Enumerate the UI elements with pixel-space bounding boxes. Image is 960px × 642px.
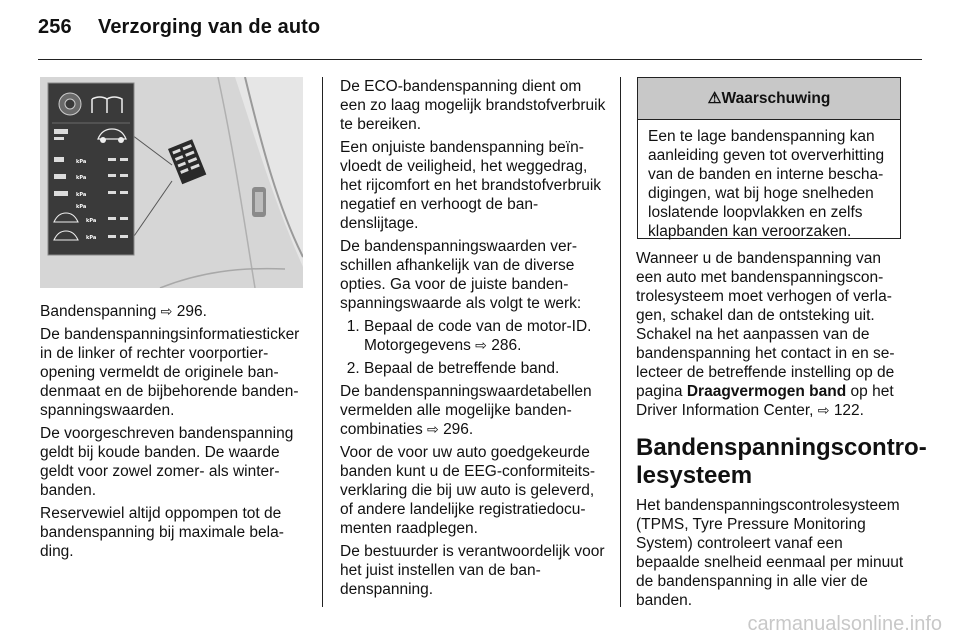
sticker-unit-label: kPa [76, 192, 87, 198]
menu-term: Draagvermogen band [686, 383, 847, 400]
page-reference[interactable]: 122. [833, 402, 864, 419]
section-heading: Bandenspanningscontrolesysteem [636, 434, 927, 489]
sticker-unit-label: kPa [76, 204, 87, 210]
paragraph: Het bandenspanningscontrolesysteem (TPMS, Tyre Pressure Monitoring System) controleert vanaf een bepaalde snelheid eenmaal per minuut de bandenspanning in alle vier de banden. [636, 497, 904, 609]
column-2 [340, 77, 608, 603]
warning-text: Een te lage bandenspanning kan aanleiding geven tot oververhitting van de banden en interne beschadigingen, wat bij hoge snelheden loslatende loopvlakken en zelfs klapbanden kan veroorzaken. [648, 128, 885, 240]
page-number: 256 [38, 16, 72, 38]
paragraph: De bandenspanningswaarden verschillen afhankelijk van de diverse opties. Ga voor de juiste bandenspanningswaarde als volgt te werk: [340, 238, 582, 312]
warning-header [638, 78, 900, 120]
paragraph: De bandenspanningsinformatiesticker in de linker of rechter voorportieropening vermeldt de originele bandenmaat en de bijbehorende bandenspanningswaarden. [40, 326, 300, 419]
column-divider [322, 77, 323, 607]
watermark: carmanualsonline.info [747, 613, 942, 635]
column-divider [620, 77, 621, 607]
paragraph: Voor de voor uw auto goedgekeurde banden kunt u de EEG-conformiteitsverklaring die bij uw auto is geleverd, of andere landelijke registratiedocumenten raadplegen. [340, 444, 596, 537]
paragraph: De bestuurder is verantwoordelijk voor het juist instellen van de bandenspanning. [340, 543, 605, 598]
paragraph: De voorgeschreven bandenspanning geldt bij koude banden. De waarde geldt voor zowel zomer- als winterbanden. [40, 425, 294, 499]
paragraph: Reservewiel altijd oppompen tot de bandenspanning bij maximale belading. [40, 505, 284, 560]
list-item: 1. Bepaal de code van de motor-ID. Motorgegevens ⇨ 286. [364, 317, 608, 355]
page-title: Verzorging van de auto [98, 16, 321, 38]
page-reference-arrow-icon: ⇨ [817, 402, 830, 418]
column-3 [636, 249, 927, 614]
warning-box [637, 77, 901, 239]
paragraph: De bandenspanningswaardetabellen vermelden alle mogelijke bandencombinaties ⇨ 296. [340, 383, 592, 438]
sticker-unit-label: kPa [86, 218, 97, 224]
paragraph: Wanneer u de bandenspanning van een auto met bandenspanningscontrolesysteem moet verhogen of verlagen, schakel dan de ontsteking uit. Schakel na het aanpassen van de bandenspanning het contact in en selecteer de betreffende instelling op de pagina Draagvermogen band op het Driver Information Center, ⇨ 122. [636, 250, 895, 419]
page-reference-arrow-icon: ⇨ [475, 337, 487, 353]
page-reference-arrow-icon: ⇨ [427, 421, 439, 437]
page-header [38, 16, 320, 39]
page-reference-arrow-icon: ⇨ [160, 303, 173, 319]
warning-title: Waarschuwing [721, 90, 831, 107]
column-1 [40, 302, 306, 565]
page-reference[interactable]: 296. [443, 421, 474, 438]
list-item: 2. Bepaal de betreffende band. [364, 359, 608, 378]
header-rule [38, 59, 922, 60]
sticker-unit-label: kPa [76, 159, 87, 165]
paragraph-text: Bandenspanning [40, 303, 161, 320]
sticker-unit-label: kPa [86, 235, 97, 241]
paragraph: Een onjuiste bandenspanning beïnvloedt de veiligheid, het weggedrag, het rijcomfort en het brandstofverbruik negatief en verhoogt de bandenslijtage. [340, 139, 602, 232]
paragraph [40, 302, 306, 321]
warning-triangle-icon: ⚠ [707, 90, 722, 107]
page-reference[interactable]: 296. [176, 303, 207, 320]
paragraph: De ECO-bandenspanning dient om een zo laag mogelijk brandstofverbruik te bereiken. [340, 78, 606, 133]
sticker-drawing [40, 77, 303, 288]
page-reference[interactable]: 286. [491, 337, 522, 354]
sticker-unit-label: kPa [76, 175, 87, 181]
steps-list [340, 317, 608, 378]
tyre-pressure-sticker-illustration [40, 77, 303, 288]
